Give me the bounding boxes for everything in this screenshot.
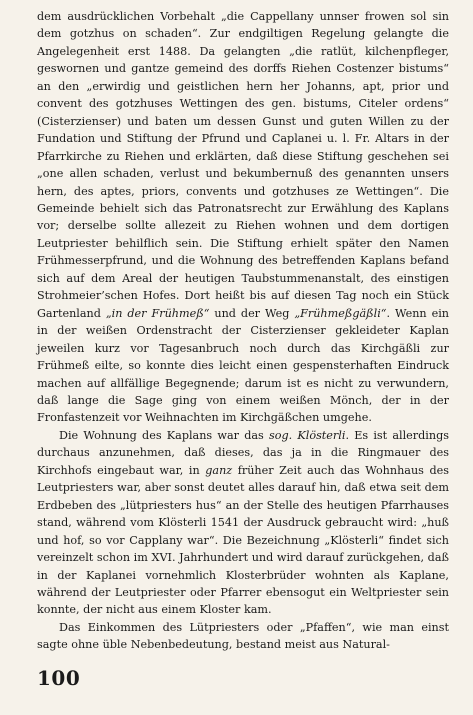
text-run-italic: „in der Frühmeß“: [105, 306, 210, 320]
text-run: Das Einkommen des Lütpriesters oder „Pfaffen“, wie man einst sagte ohne üble Nebenbedeutung, bestand meist aus Natural-: [37, 620, 449, 652]
text-run: und der Weg: [209, 306, 295, 320]
paragraph: [37, 427, 449, 619]
text-run: dem ausdrücklichen Vorbehalt „die Cappellany unnser frowen sol sin dem gotzhus on schaden“. Zur endgiltigen Regelung gelangte die Angelegenheit erst 1488. Da gelangten „die ratlüt, kilchenpfleger, geswornen und gantze gemeind des dorffs Riehen Costenzer bistums“ an den „erwirdig und geistlichen hern her Johanns, apt, prior und convent des gotzhuses Wettingen des gen. bistums, Citeler ordens“ (Cisterzienser) und baten um dessen Gunst und guten Willen zu der Fundation und Stiftung der Pfrund und Caplanei u. l. Fr. Altars in der Pfarrkirche zu Riehen und erklärten, daß diese Stiftung geschehen sei „one allen schaden, verlust und bekumbernuß des genannten unsers hern, des aptes, priors, convents und gotzhuses ze Wettingen“. Die Gemeinde behielt sich das Patronatsrecht zur Erwählung des Kaplans vor; derselbe sollte allezeit zu Riehen wohnen und dem dortigen Leutpriester behilflich sein. Die Stiftung erhielt später den Namen Frühmesserpfrund, und die Wohnung des betreffenden Kaplans befand sich auf dem Areal der heutigen Taubstummenanstalt, des einstigen Strohmeier’schen Hofes. Dort heißt bis auf diesen Tag noch ein Stück Gartenland: [37, 10, 449, 320]
text-run-italic: „Frühmeßgäßli“: [294, 306, 387, 320]
text-run: . Es ist allerdings durchaus anzunehmen, daß dieses, das ja in die Ringmauer des Kirchhofs eingebaut war, in: [37, 428, 449, 477]
body-text: [37, 8, 449, 654]
text-run: Die Wohnung des Kaplans war das: [59, 428, 269, 442]
text-run: . Wenn ein in der weißen Ordenstracht der Cisterzienser gekleideter Kaplan jeweilen kurz vor Tagesanbruch noch durch das Kirchgäßli zur Frühmeß eilte, so konnte dies leicht einen gespensterhaften Eindruck machen auf allfällige Begegnende; darum ist es nicht zu verwundern, daß lange die Sage ging von einem weißen Mönch, der in der Fronfastenzeit vor Weihnachten im Kirchgäßchen umgehe.: [37, 306, 450, 425]
text-run-italic: ganz: [205, 463, 233, 477]
paragraph: [37, 8, 449, 427]
paragraph: [37, 619, 449, 654]
text-run: früher Zeit auch das Wohnhaus des Leutpriesters war, aber sonst deutet alles darauf hin, daß etwa seit dem Erdbeben des „lütpriesters hus“ an der Stelle des heutigen Pfarrhauses stand, während vom Klösterli 1541 der Ausdruck gebraucht wird: „huß und hof, so vor Capplany war“. Die Bezeichnung „Klösterli“ findet sich vereinzelt schon im XVI. Jahrhundert und wird darauf zurückgehen, daß in der Kaplanei vornehmlich Klosterbrüder wohnten als Kaplane, während der Leutpriester oder Pfarrer ebensogut ein Weltpriester sein konnte, der nicht aus einem Kloster kam.: [37, 463, 449, 617]
page-number: 100: [37, 666, 81, 690]
text-run-italic: sog. Klösterli: [268, 428, 346, 442]
